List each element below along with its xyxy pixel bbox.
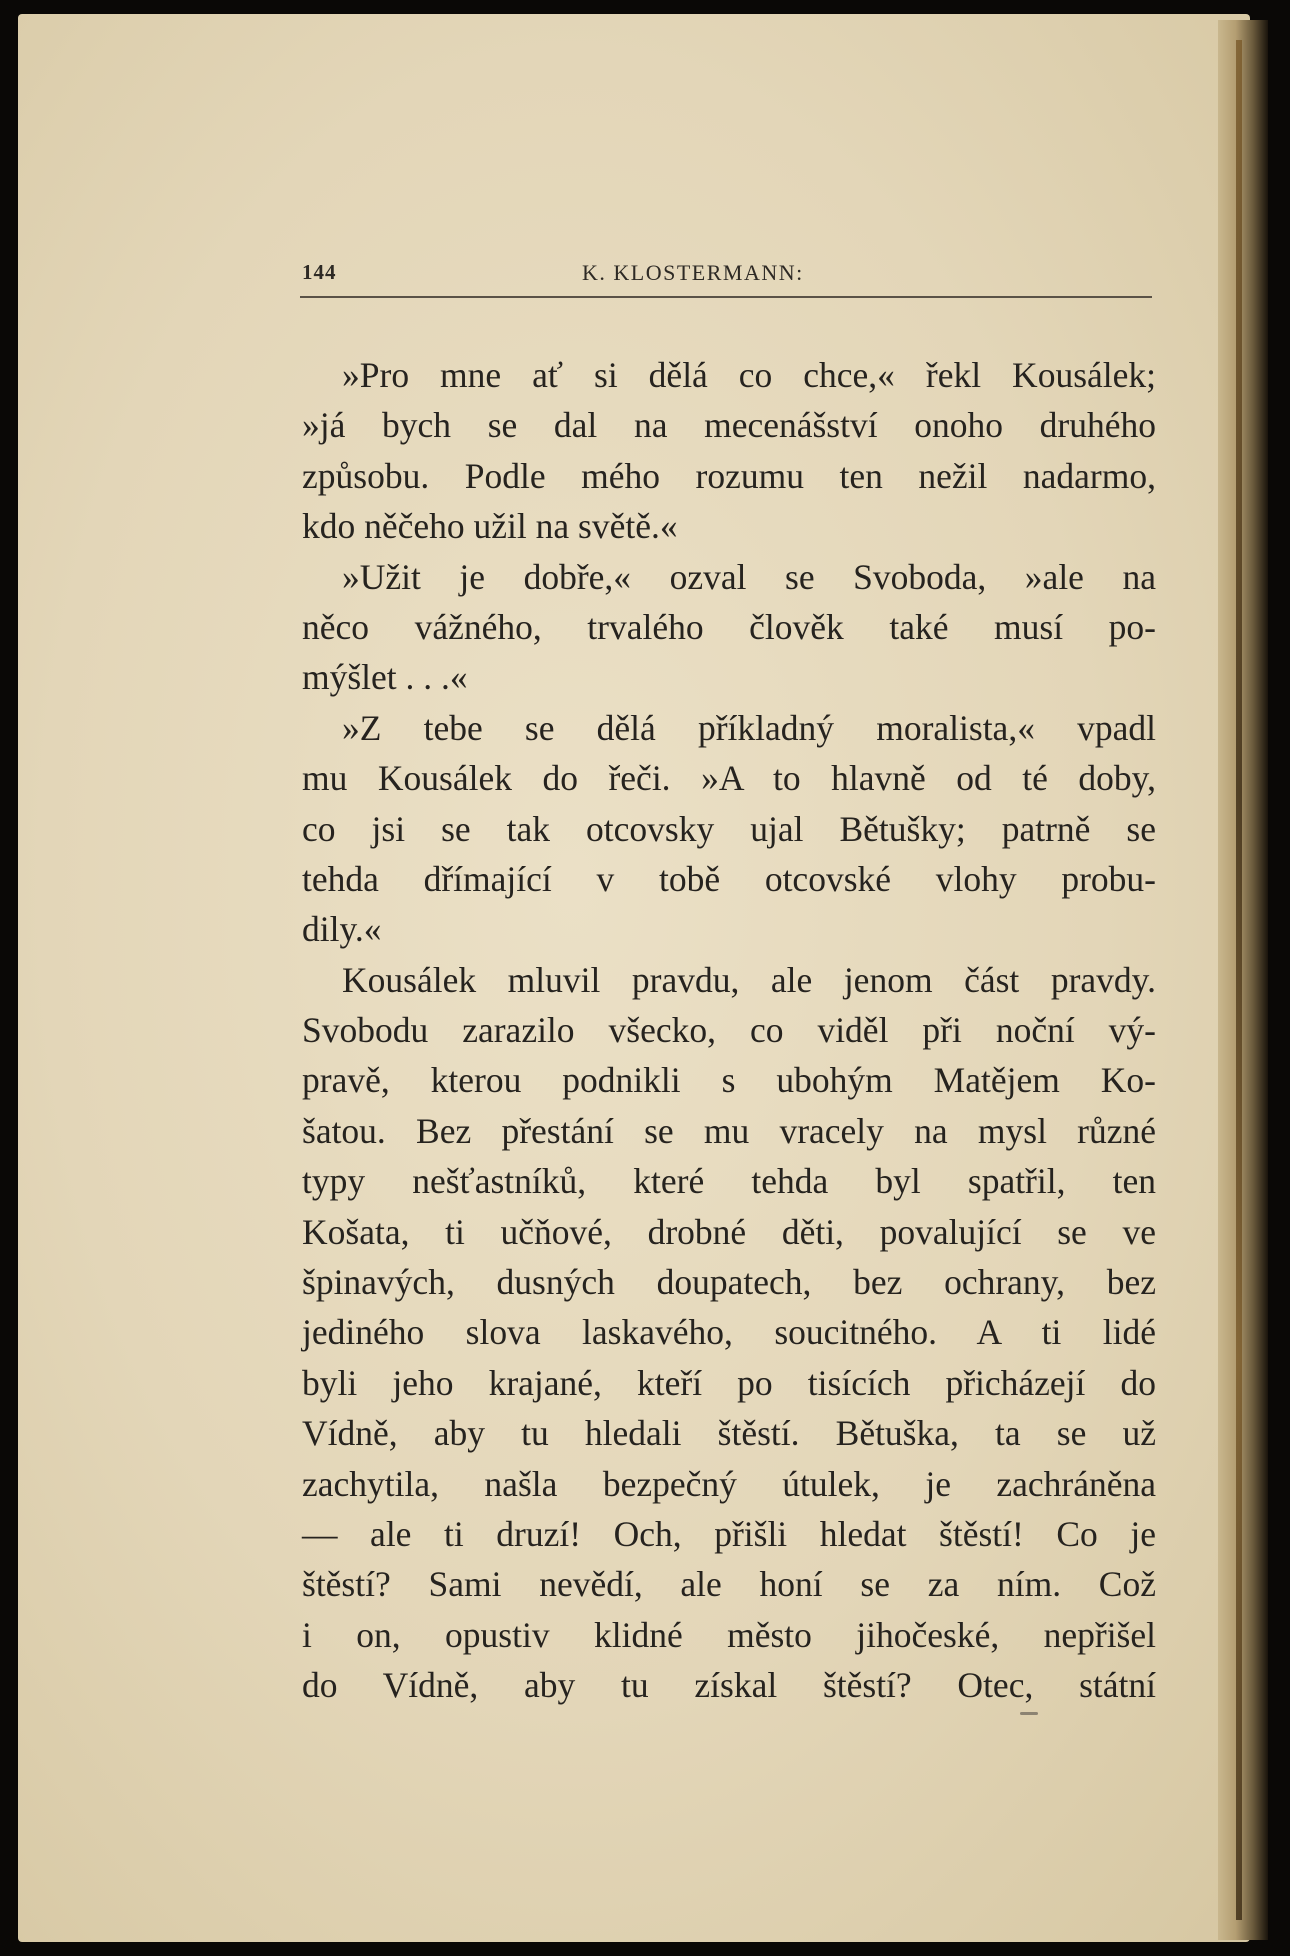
text-line: způsobu. Podle mého rozumu ten nežil nadarmo,	[302, 455, 1156, 496]
text-line: do Vídně, aby tu získal štěstí? Otec, státní	[302, 1665, 1156, 1706]
text-line: kdo něčeho užil na světě.«	[302, 506, 678, 547]
running-head-author: K. KLOSTERMANN:	[582, 260, 804, 285]
text-line: Vídně, aby tu hledali štěstí. Bětuška, ta se už	[302, 1413, 1156, 1454]
body-text	[302, 350, 1156, 1711]
page-gutter-shadow	[1218, 20, 1268, 1940]
text-line: něco vážného, trvalého člověk také musí po-	[302, 606, 1156, 647]
text-line: »Pro mne ať si dělá co chce,« řekl Kousálek;	[342, 355, 1156, 395]
text-line: co jsi se tak otcovsky ujal Bětušky; patrně se	[302, 808, 1156, 849]
text-line: pravě, kterou podnikli s ubohým Matějem Ko-	[302, 1060, 1156, 1101]
text-line: tehda dřímající v tobě otcovské vlohy probu-	[302, 858, 1156, 899]
text-line: šatou. Bez přestání se mu vracely na mysl různé	[302, 1110, 1156, 1151]
text-line: mu Kousálek do řeči. »A to hlavně od té doby,	[302, 758, 1156, 799]
text-line: typy nešťastníků, které tehda byl spatřil, ten	[302, 1161, 1156, 1202]
text-line: — ale ti druzí! Och, přišli hledat štěstí! Co je	[302, 1513, 1156, 1554]
text-line: špinavých, dusných doupatech, bez ochrany, bez	[302, 1262, 1156, 1303]
text-line: Košata, ti učňové, drobné děti, povalující se ve	[302, 1211, 1156, 1252]
binding-edge	[1236, 40, 1242, 1920]
text-line: »Užit je dobře,« ozval se Svoboda, »ale na	[342, 556, 1156, 597]
text-line: mýšlet . . .«	[302, 657, 468, 698]
text-line: byli jeho krajané, kteří po tisících přicházejí do	[302, 1362, 1156, 1403]
page-number: 144	[302, 260, 337, 284]
ink-smudge	[1020, 1712, 1038, 1715]
text-line: jediného slova laskavého, soucitného. A ti lidé	[302, 1312, 1156, 1353]
text-line: i on, opustiv klidné město jihočeské, nepřišel	[302, 1614, 1156, 1655]
text-line: Svobodu zarazilo všecko, co viděl při noční vý-	[302, 1010, 1156, 1051]
running-head	[300, 252, 1152, 298]
text-line: Kousálek mluvil pravdu, ale jenom část pravdy.	[342, 959, 1156, 1000]
text-line: štěstí? Sami nevědí, ale honí se za ním. Což	[302, 1564, 1156, 1605]
text-line: »já bych se dal na mecenášství onoho druhého	[302, 405, 1156, 446]
text-line: dily.«	[302, 909, 382, 950]
text-line: zachytila, našla bezpečný útulek, je zachráněna	[302, 1463, 1156, 1504]
text-line: »Z tebe se dělá příkladný moralista,« vpadl	[342, 707, 1156, 748]
